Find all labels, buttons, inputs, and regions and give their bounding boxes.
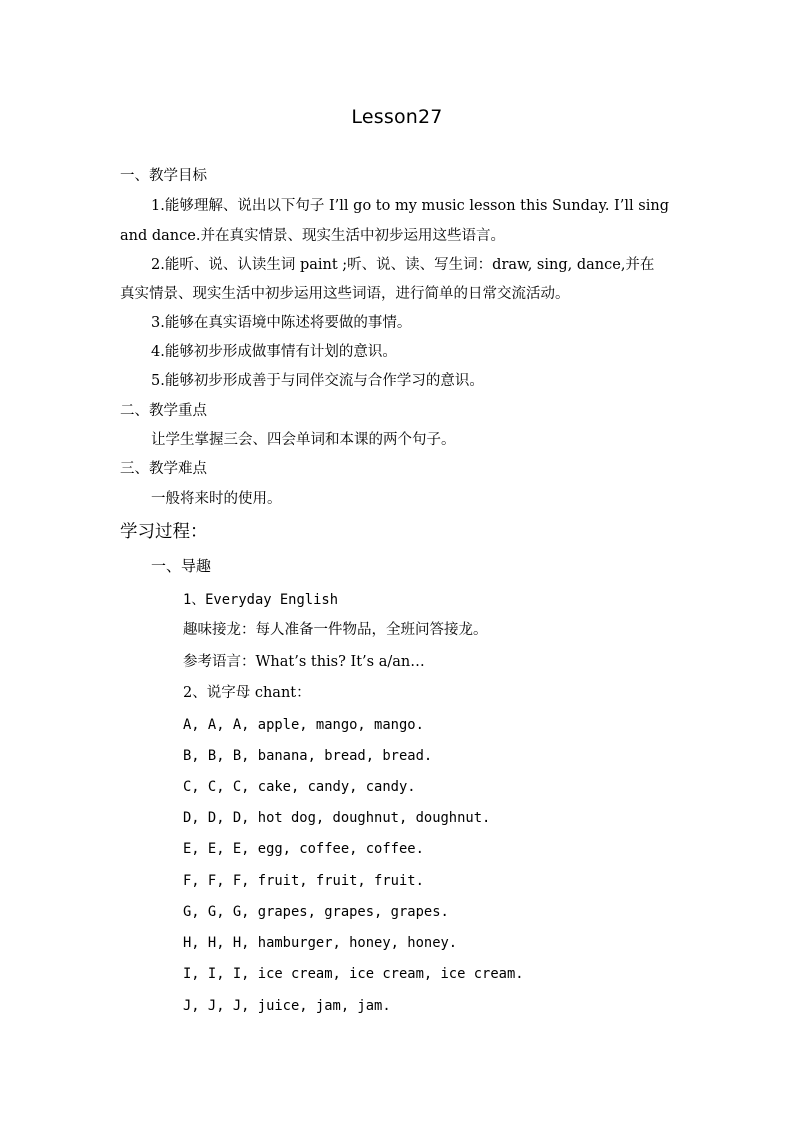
reference-text: 参考语言：What’s this? It’s a/an… — [183, 654, 425, 670]
chant-line: G, G, G, grapes, grapes, grapes. — [183, 904, 449, 920]
objective-4: 4.能够初步形成做事情有计划的意识。 — [151, 344, 397, 360]
process-heading: 学习过程： — [120, 522, 208, 542]
objective-3: 3.能够在真实语境中陈述将要做的事情。 — [151, 315, 412, 331]
step-1-heading: 一、导趣 — [151, 557, 212, 575]
difficulties-text: 一般将来时的使用。 — [151, 491, 282, 507]
objective-5: 5.能够初步形成善于与同伴交流与合作学习的意识。 — [151, 373, 484, 389]
chant-line: C, C, C, cake, candy, candy. — [183, 779, 416, 795]
chant-line: I, I, I, ice cream, ice cream, ice cream. — [183, 966, 524, 982]
game-text: 趣味接龙：每人准备一件物品，全班问答接龙。 — [183, 622, 488, 638]
objective-1-line-1: 1.能够理解、说出以下句子 I’ll go to my music lesson this Sunday. I’ll sing — [151, 198, 669, 214]
chant-heading: 2、说字母 chant： — [183, 685, 311, 701]
chant-line: E, E, E, egg, coffee, coffee. — [183, 841, 424, 857]
chant-line: H, H, H, hamburger, honey, honey. — [183, 935, 458, 951]
difficulties-heading: 三、教学难点 — [120, 461, 207, 477]
chant-line: D, D, D, hot dog, doughnut, doughnut. — [183, 810, 491, 826]
everyday-english: 1、Everyday English — [183, 592, 339, 608]
chant-line: A, A, A, apple, mango, mango. — [183, 717, 424, 733]
chant-line: J, J, J, juice, jam, jam. — [183, 998, 391, 1014]
objective-2-line-2: 真实情景、现实生活中初步运用这些词语，进行简单的日常交流活动。 — [120, 286, 570, 302]
chant-line: B, B, B, banana, bread, bread. — [183, 748, 433, 764]
key-points-text: 让学生掌握三会、四会单词和本课的两个句子。 — [151, 432, 456, 448]
objectives-heading: 一、教学目标 — [120, 168, 207, 184]
document-title: Lesson27 — [351, 106, 443, 128]
chant-line: F, F, F, fruit, fruit, fruit. — [183, 873, 424, 889]
key-points-heading: 二、教学重点 — [120, 403, 207, 419]
objective-1-line-2: and dance.并在真实情景、现实生活中初步运用这些语言。 — [120, 228, 505, 244]
objective-2-line-1: 2.能听、说、认读生词 paint ;听、说、读、写生词：draw, sing, dance,并在 — [151, 257, 655, 273]
